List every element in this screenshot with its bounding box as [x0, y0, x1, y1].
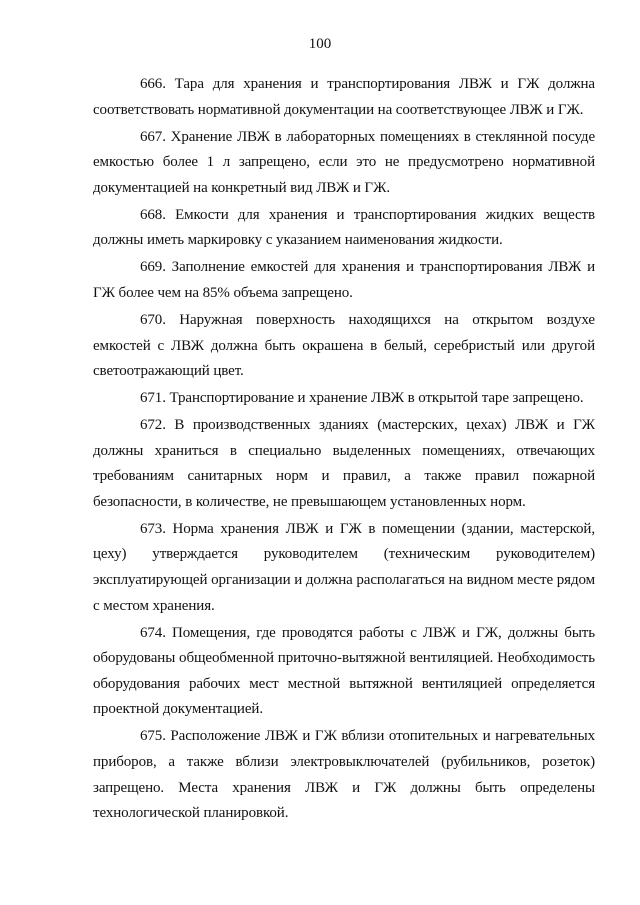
paragraph-672: 672. В производственных зданиях (мастерских, цехах) ЛВЖ и ГЖ должны храниться в специально выделенных помещениях, отвечающих требованиям санитарных норм и правил, а также правил пожарной безопасности, в количестве, не превышающем установленных норм. — [93, 417, 595, 510]
document-body — [93, 72, 595, 828]
paragraph-669: 669. Заполнение емкостей для хранения и транспортирования ЛВЖ и ГЖ более чем на 85% объема запрещено. — [93, 259, 595, 301]
paragraph-666: 666. Тара для хранения и транспортирования ЛВЖ и ГЖ должна соответствовать нормативной документации на соответствующее ЛВЖ и ГЖ. — [93, 76, 595, 118]
paragraph-667: 667. Хранение ЛВЖ в лабораторных помещениях в стеклянной посуде емкостью более 1 л запрещено, если это не предусмотрено нормативной документацией на конкретный вид ЛВЖ и ГЖ. — [93, 128, 595, 196]
paragraph-673: 673. Норма хранения ЛВЖ и ГЖ в помещении (здании, мастерской, цеху) утверждается руководителем (техническим руководителем) эксплуатирующей организации и должна располагаться на видном месте рядом с местом хранения. — [93, 520, 595, 614]
page-number: 100 — [308, 36, 332, 52]
paragraph-668: 668. Емкости для хранения и транспортирования жидких веществ должны иметь маркировку с указанием наименования жидкости. — [93, 206, 595, 249]
paragraph-674: 674. Помещения, где проводятся работы с ЛВЖ и ГЖ, должны быть оборудованы общеобменной приточно-вытяжной вентиляцией. Необходимость оборудования рабочих мест местной вытяжной вентиляцией определяется проектной документацией. — [93, 624, 595, 718]
paragraph-675: 675. Расположение ЛВЖ и ГЖ вблизи отопительных и нагревательных приборов, а также вблизи электровыключателей (рубильников, розеток) запрещено. Места хранения ЛВЖ и ГЖ должны быть определены технологической планировкой. — [93, 728, 595, 822]
paragraph-671: 671. Транспортирование и хранение ЛВЖ в открытой таре запрещено. — [140, 390, 584, 407]
paragraph-670: 670. Наружная поверхность находящихся на открытом воздухе емкостей с ЛВЖ должна быть окрашена в белый, серебристый или другой светоотражающий цвет. — [93, 311, 595, 380]
